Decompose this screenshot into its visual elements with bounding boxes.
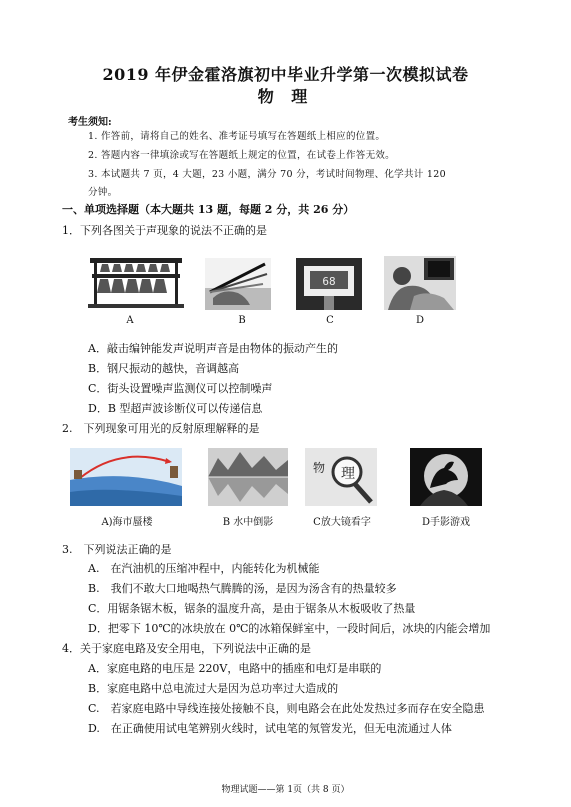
q4-option-b: B．家庭电路中总电流过大是因为总功率过大造成的	[88, 682, 339, 695]
shadow-puppet-image	[410, 448, 482, 506]
page-footer: 物理试题——第 1页（共 8 页）	[221, 785, 350, 795]
exam-title: 2019 年伊金霍洛旗初中毕业升学第一次模拟试卷	[102, 65, 469, 84]
notice-item-1: 1. 作答前，请将自己的姓名、准考证号填写在答题纸上相应的位置。	[88, 131, 386, 142]
q3-option-c: C．用锯条锯木板，锯条的温度升高，是由于锯条从木板吸收了热量	[88, 602, 416, 615]
notice-item-3: 3. 本试题共 7 页，4 大题，23 小题，满分 70 分，考试时间物理、化学共计 120	[88, 169, 446, 180]
water-reflection-image	[208, 448, 288, 506]
q1-option-a: A．敲击编钟能发声说明声音是由物体的振动产生的	[88, 342, 338, 355]
q3-option-b: B. 我们不敢大口地喝热气腾腾的汤，是因为汤含有的热量较多	[88, 582, 397, 595]
q2-caption-c: C放大镜看字	[313, 517, 371, 528]
q1-caption-b: B	[238, 315, 246, 326]
question-4-stem: 4．关于家庭电路及安全用电，下列说法中正确的是	[62, 642, 311, 655]
q4-option-d: D. 在正确使用试电笔辨别火线时，试电笔的氖管发光，但无电流通过人体	[88, 722, 452, 735]
notice-heading: 考生须知:	[68, 117, 112, 128]
q3-option-a: A. 在汽油机的压缩冲程中，内能转化为机械能	[88, 562, 320, 575]
subject-title: 物 理	[257, 87, 314, 106]
q1-option-c: C．街头设置噪声监测仪可以控制噪声	[88, 382, 273, 395]
q1-caption-c: C	[326, 315, 334, 326]
q1-caption-a: A	[126, 315, 134, 326]
magnifier-text: 物	[313, 461, 326, 475]
q3-option-d: D．把零下 10℃的冰块放在 0℃的冰箱保鲜室中，一段时间后，冰块的内能会增加	[88, 622, 491, 635]
q2-caption-a: A)海市蜃楼	[101, 517, 153, 528]
noise-monitor-image	[296, 258, 362, 310]
question-3-stem: 3. 下列说法正确的是	[62, 543, 172, 556]
mirage-image	[70, 448, 182, 506]
q4-option-a: A．家庭电路的电压是 220V，电路中的插座和电灯是串联的	[88, 662, 382, 675]
svg-text:68: 68	[322, 275, 336, 288]
question-1-stem: 1．下列各图关于声现象的说法不正确的是	[62, 224, 267, 237]
notice-item-4: 分钟。	[88, 187, 118, 198]
magnifier-image	[305, 448, 377, 506]
q1-option-b: B．钢尺振动的越快，音调越高	[88, 362, 240, 375]
q4-option-c: C. 若家庭电路中导线连接处接触不良，则电路会在此处发热过多而存在安全隐患	[88, 702, 485, 715]
section-heading: 一、单项选择题（本大题共 13 题，每题 2 分，共 26 分）	[62, 203, 355, 216]
vibrating-ruler-image	[205, 258, 271, 310]
q2-caption-d: D手影游戏	[421, 517, 471, 528]
ultrasound-image	[384, 256, 456, 310]
svg-text:理: 理	[341, 466, 355, 482]
question-2-stem: 2. 下列现象可用光的反射原理解释的是	[62, 422, 260, 435]
q2-caption-b: B 水中倒影	[222, 517, 274, 528]
q1-option-d: D．B 型超声波诊断仪可以传递信息	[88, 402, 263, 415]
notice-item-2: 2. 答题内容一律填涂或写在答题纸上规定的位置，在试卷上作答无效。	[88, 150, 395, 161]
chime-bells-image	[88, 254, 184, 310]
q1-caption-d: D	[415, 315, 425, 326]
